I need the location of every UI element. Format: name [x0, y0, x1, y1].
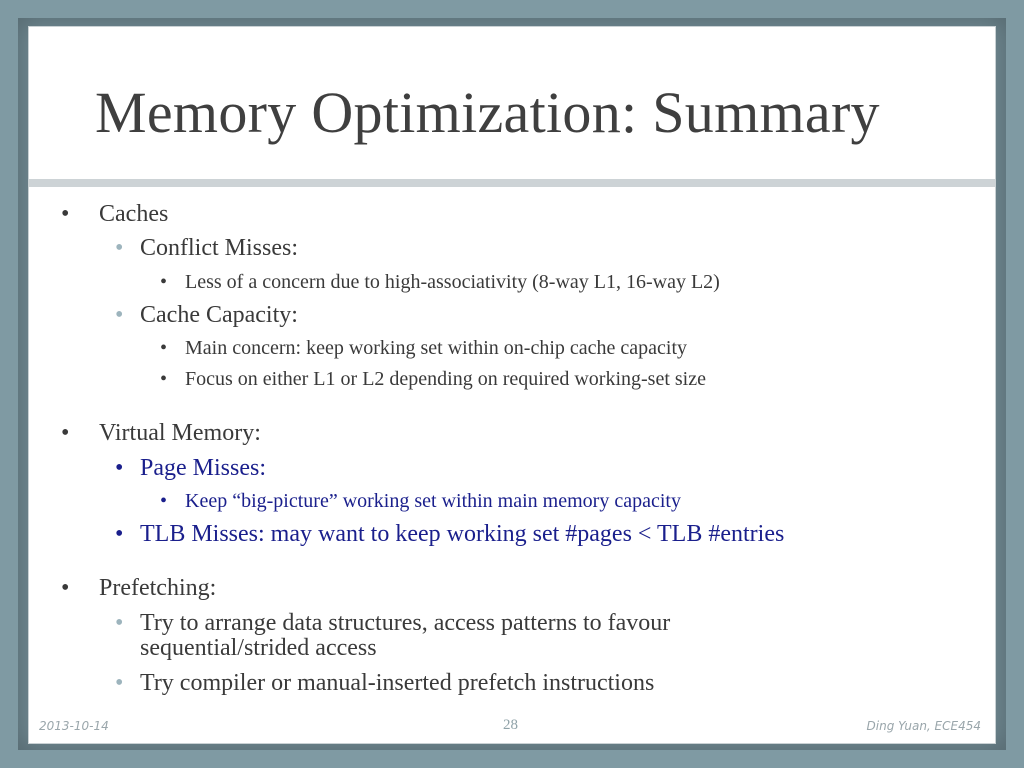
bullet-icon: •	[160, 271, 168, 293]
slide-title: Memory Optimization: Summary	[95, 80, 880, 145]
bullet-virtual-memory: Virtual Memory:	[99, 420, 261, 446]
bullet-conflict-misses: Conflict Misses:	[140, 235, 299, 261]
bullet-icon: •	[115, 521, 124, 547]
bullet-main-concern: Main concern: keep working set within on-chip cache capacity	[185, 337, 688, 359]
bullet-cache-capacity: Cache Capacity:	[140, 302, 298, 328]
bullet-icon: •	[115, 302, 124, 328]
bullet-icon: •	[160, 490, 168, 512]
bullet-arrange-data-cont: sequential/strided access	[140, 635, 377, 661]
bullet-icon: •	[115, 235, 124, 261]
bullet-icon: •	[160, 368, 168, 390]
bullet-icon: •	[61, 201, 70, 227]
bullet-icon: •	[115, 610, 124, 636]
bullet-icon: •	[61, 420, 70, 446]
bullet-icon: •	[160, 337, 168, 359]
bullet-associativity: Less of a concern due to high-associativity (8-way L1, 16-way L2)	[185, 271, 720, 293]
slide-body	[29, 27, 995, 717]
bullet-big-picture: Keep “big-picture” working set within main memory capacity	[185, 490, 681, 512]
bullet-arrange-data: Try to arrange data structures, access patterns to favour	[140, 610, 671, 636]
bullet-compiler-prefetch: Try compiler or manual-inserted prefetch instructions	[140, 670, 655, 696]
slide	[28, 26, 996, 744]
footer-author: Ding Yuan, ECE454	[866, 719, 981, 733]
bullet-icon: •	[61, 575, 70, 601]
bullet-page-misses: Page Misses:	[140, 455, 266, 481]
bullet-prefetching: Prefetching:	[99, 575, 217, 601]
bullet-caches: Caches	[99, 201, 169, 227]
bullet-tlb-misses: TLB Misses: may want to keep working set #pages < TLB #entries	[140, 521, 785, 547]
page-number: 28	[503, 717, 518, 733]
footer-date: 2013-10-14	[39, 719, 109, 733]
bullet-focus: Focus on either L1 or L2 depending on required working-set size	[185, 368, 706, 390]
bullet-icon: •	[115, 670, 124, 696]
bullet-icon: •	[115, 455, 124, 481]
